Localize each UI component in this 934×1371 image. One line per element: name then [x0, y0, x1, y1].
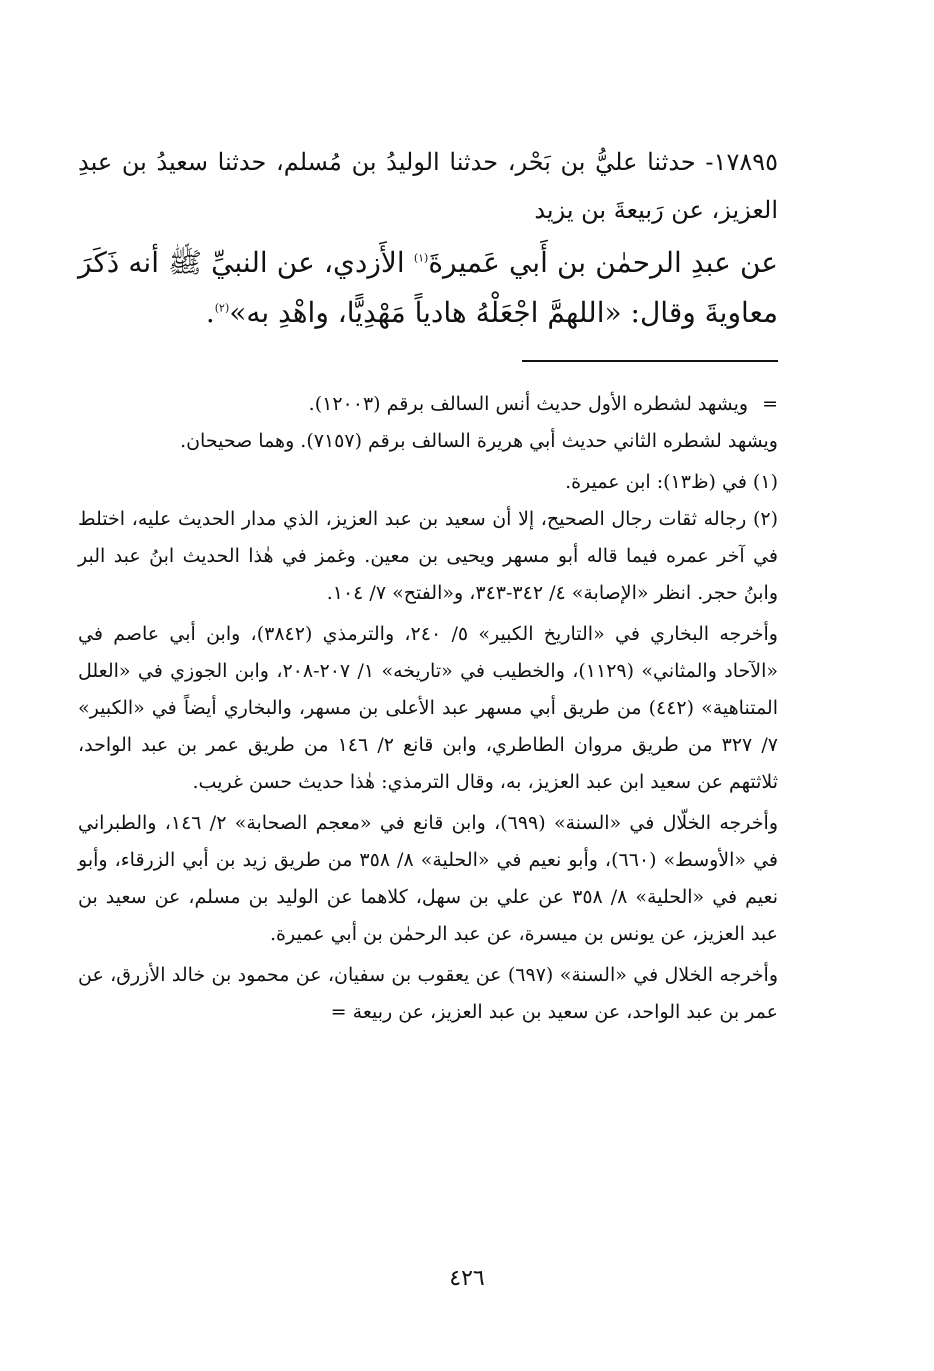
- continuation-mark: =: [762, 393, 778, 415]
- footnote-p2: ويشهد لشطره الثاني حديث أبي هريرة السالف برقم (٧١٥٧). وهما صحيحان.: [180, 430, 778, 452]
- footnote-p1: ويشهد لشطره الأول حديث أنس السالف برقم (١٢٠٠٣).: [308, 393, 749, 415]
- footnote-1: (١) في (ظ١٣): ابن عميرة.: [565, 471, 778, 493]
- hadith-matn: [78, 238, 778, 338]
- hadith-isnad: ١٧٨٩٥- حدثنا عليُّ بن بَحْر، حدثنا الوليدُ بن مُسلم، حدثنا سعيدُ بن عبدِ العزيز، عن رَبيعةَ بن يزيد: [78, 148, 778, 224]
- matn-part-b: الأَزدي، عن النبيِّ ﷺ أنه ذَكَرَ معاويةَ وقال: «اللهمَّ اجْعَلْهُ هادياً مَهْدِيًّا، واهْدِ به»: [78, 246, 778, 329]
- page-body: [78, 138, 778, 1031]
- footnote-p3: وأخرجه البخاري في «التاريخ الكبير» ٥/ ٢٤٠، والترمذي (٣٨٤٢)، وابن أبي عاصم في «الآحاد والمثاني» (١١٢٩)، والخطيب في «تاريخه» ١/ ٢٠٧-٢٠٨، وابن الجوزي في «العلل المتناهية» (٤٤٢) من طريق أبي مسهر عبد الأعلى بن مسهر، والبخاري أيضاً في «الكبير» ٧/ ٣٢٧ من طريق مروان الطاطري، وابن قانع ٢/ ١٤٦ من طريق عمر بن عبد الواحد، ثلاثتهم عن سعيد ابن عبد العزيز، به، وقال الترمذي: هٰذا حديث حسن غريب.: [78, 623, 778, 793]
- footnote-p5: وأخرجه الخلال في «السنة» (٦٩٧) عن يعقوب بن سفيان، عن محمود بن خالد الأزرق، عن عمر بن عبد الواحد، عن سعيد بن عبد العزيز، عن ربيعة =: [78, 964, 778, 1023]
- matn-part-a: عن عبدِ الرحمٰن بن أَبي عَميرةَ: [428, 246, 778, 279]
- footnote-ref-2: (٢): [214, 301, 230, 315]
- footnote-2: (٢) رجاله ثقات رجال الصحيح، إلا أن سعيد بن عبد العزيز، الذي مدار الحديث عليه، اختلط في آخر عمره فيما قاله أبو مسهر ويحيى بن معين. وغمز في هٰذا الحديث ابنُ عبد البر وابنُ حجر. انظر «الإصابة» ٤/ ٣٤٢-٣٤٣، و«الفتح» ٧/ ١٠٤.: [78, 508, 778, 604]
- footnote-p4: وأخرجه الخلّال في «السنة» (٦٩٩)، وابن قانع في «معجم الصحابة» ٢/ ١٤٦، والطبراني في «الأوسط» (٦٦٠)، وأبو نعيم في «الحلية» ٨/ ٣٥٨ من طريق زيد بن أبي الزرقاء، وأبو نعيم في «الحلية» ٨/ ٣٥٨ عن علي بن سهل، كلاهما عن الوليد بن مسلم، عن سعيد بن عبد العزيز، عن يونس بن ميسرة، عن عبد الرحمٰن بن أبي عميرة.: [78, 812, 778, 945]
- footnote-divider: [522, 360, 778, 362]
- footnote-ref-1: (١): [413, 251, 429, 265]
- footnote-continued: [78, 386, 778, 423]
- matn-end: .: [205, 296, 215, 329]
- page-number: ٤٢٦: [449, 1266, 485, 1291]
